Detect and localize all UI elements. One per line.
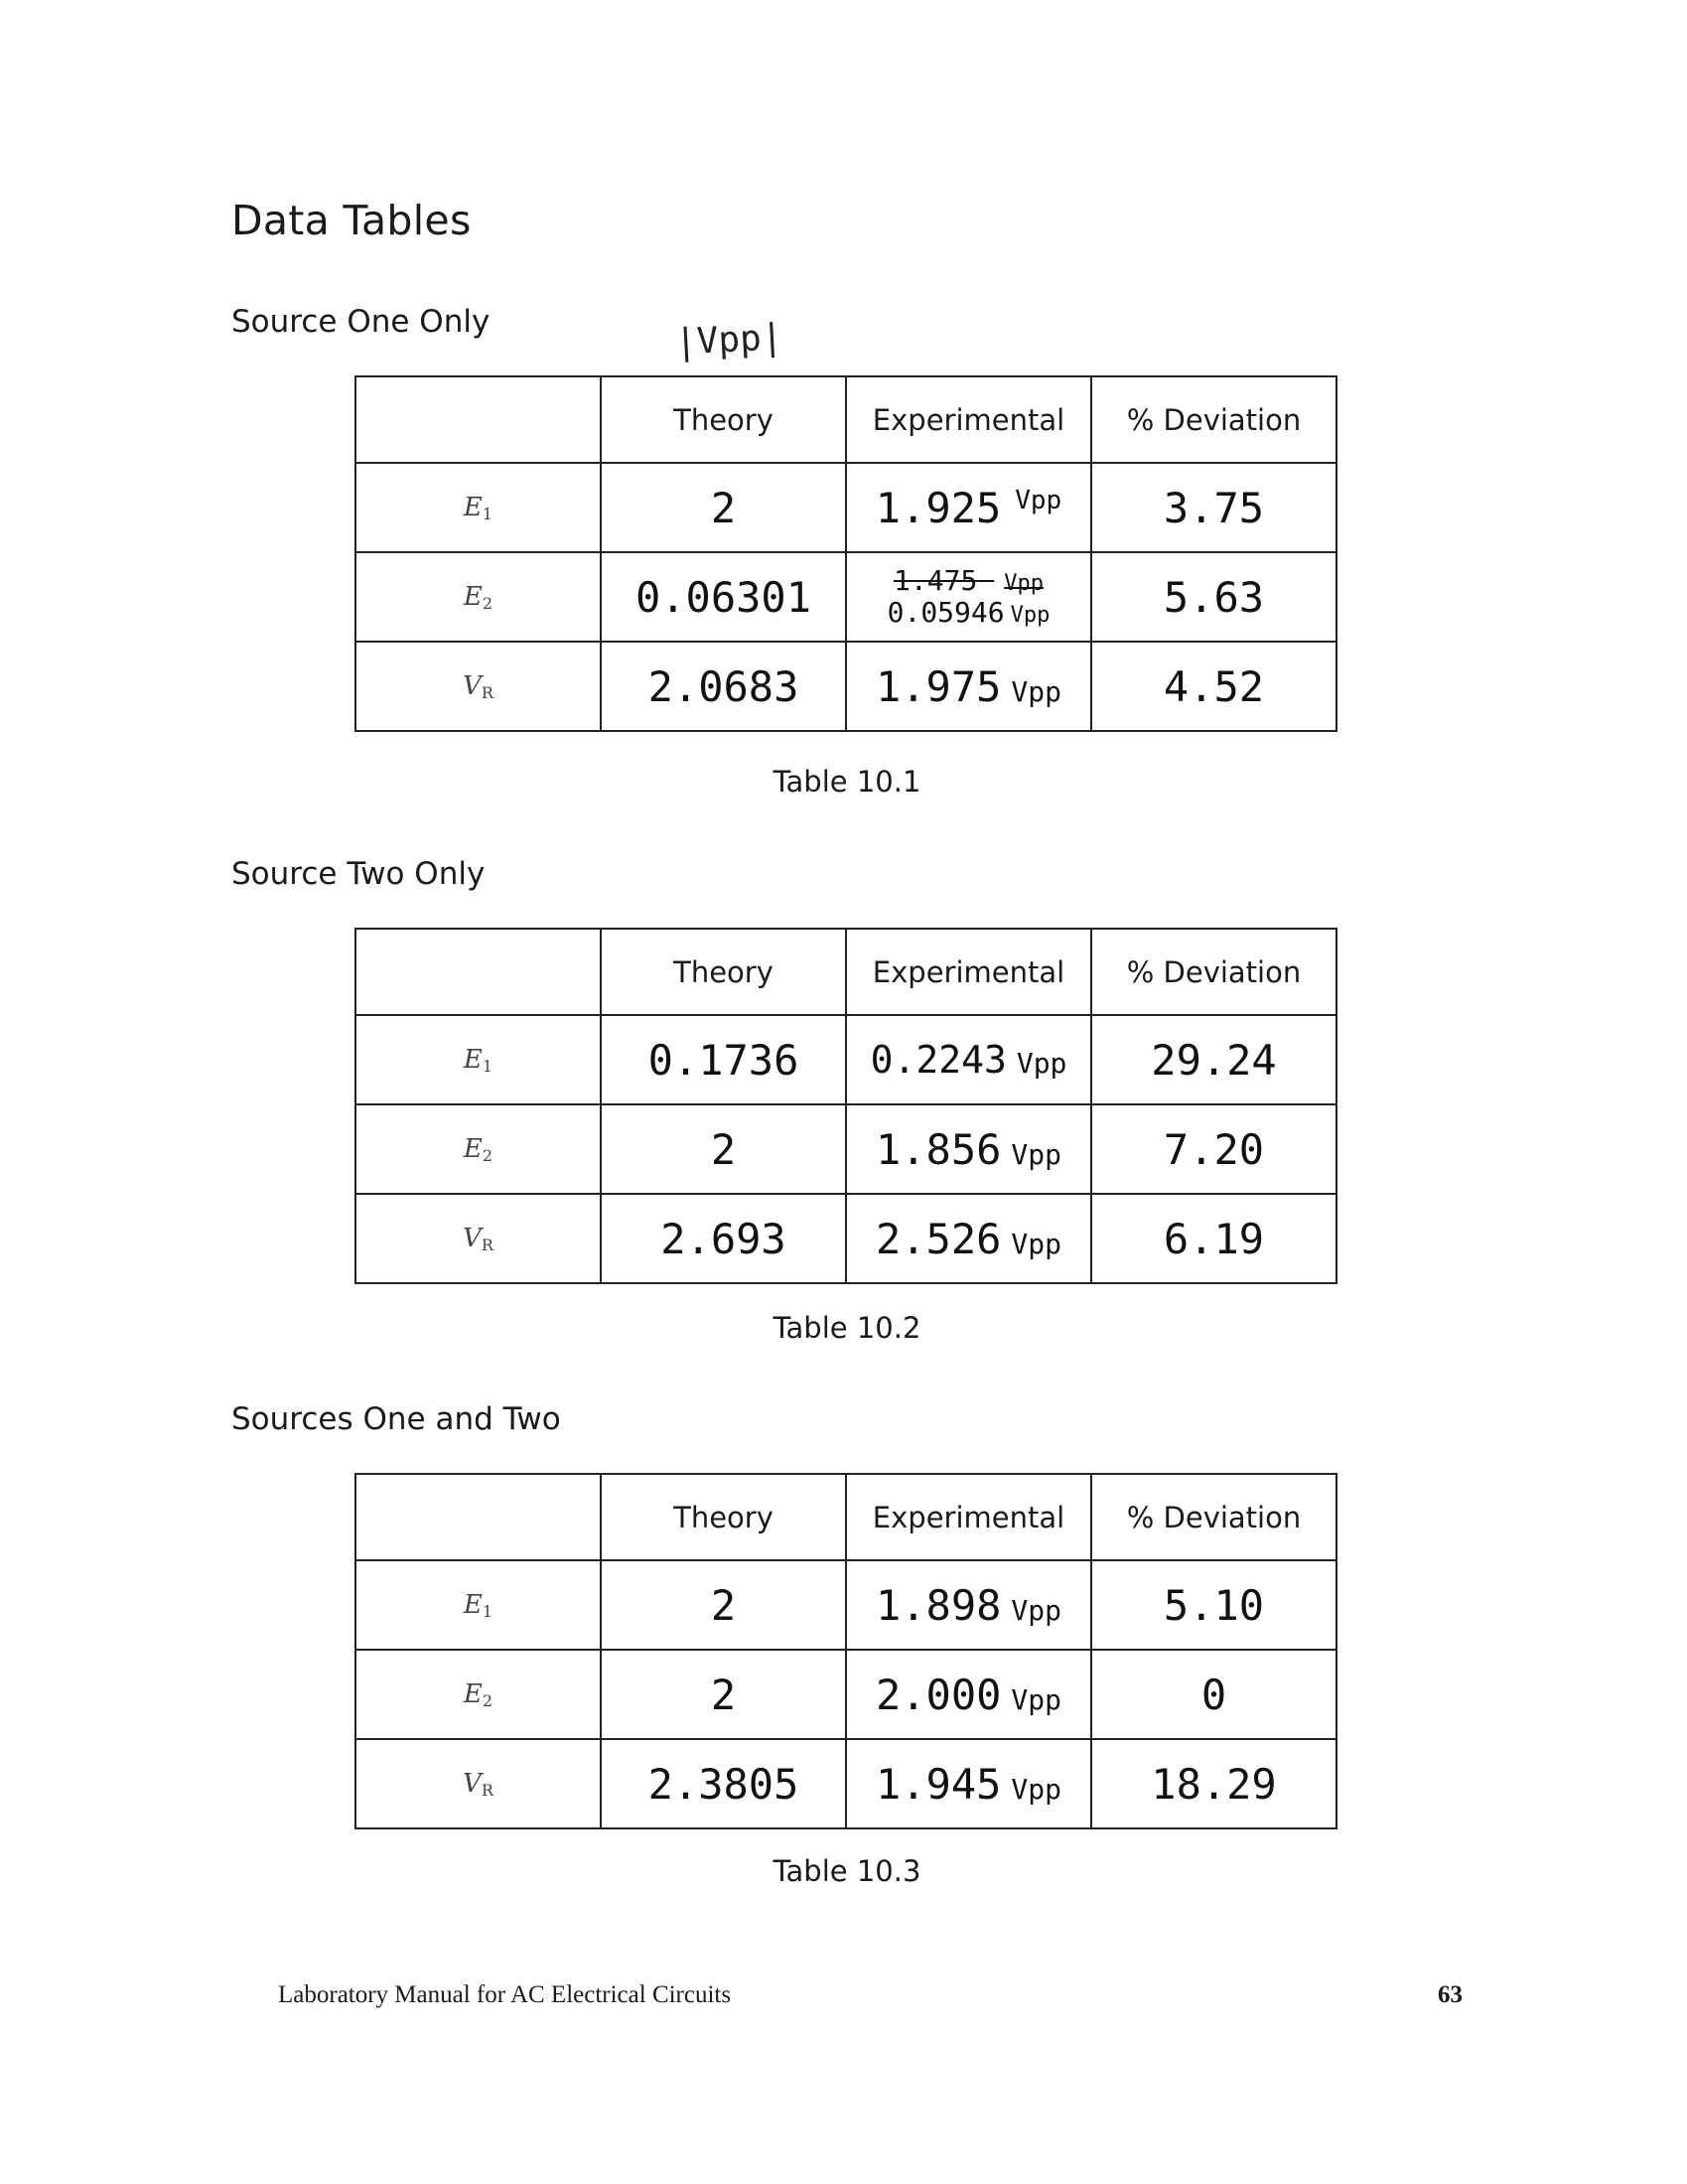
header-theory: Theory [601, 1474, 846, 1560]
row-label: $V_R$ [355, 1194, 601, 1283]
footer-manual-title: Laboratory Manual for AC Electrical Circuits [278, 1981, 732, 2008]
theory-cell: 2.693 [601, 1194, 846, 1283]
section-heading-sources-one-and-two: Sources One and Two [231, 1401, 561, 1437]
table-row [355, 552, 1336, 642]
deviation-cell: 4.52 [1091, 642, 1336, 731]
deviation-cell: 3.75 [1091, 463, 1336, 552]
table-header-row [355, 376, 1336, 463]
table-10-1 [354, 375, 1337, 732]
row-label: $E_1$ [355, 1015, 601, 1104]
theory-cell: 0.06301 [601, 552, 846, 642]
row-label: $E_2$ [355, 1650, 601, 1739]
table-caption: Table 10.2 [773, 1311, 921, 1345]
theory-cell: 2 [601, 1650, 846, 1739]
experimental-cell: 1.945 Vpp [846, 1739, 1091, 1828]
theory-cell: 2 [601, 1560, 846, 1650]
deviation-cell: 18.29 [1091, 1739, 1336, 1828]
page-number: 63 [1438, 1981, 1463, 2008]
header-blank [355, 929, 601, 1015]
row-label: $E_2$ [355, 552, 601, 642]
row-label: $E_1$ [355, 1560, 601, 1650]
section-heading-source-one: Source One Only [231, 304, 491, 340]
experimental-cell: 1.975 Vpp [846, 642, 1091, 731]
table-row [355, 642, 1336, 731]
table-10-2 [354, 928, 1337, 1284]
header-experimental: Experimental [846, 929, 1091, 1015]
deviation-cell: 5.63 [1091, 552, 1336, 642]
table-row [355, 1015, 1336, 1104]
row-label: $V_R$ [355, 1739, 601, 1828]
header-experimental: Experimental [846, 1474, 1091, 1560]
header-deviation: % Deviation [1091, 929, 1336, 1015]
corrected-value: 0.05946 Vpp [887, 596, 1051, 629]
experimental-cell: 2.526 Vpp [846, 1194, 1091, 1283]
table-header-row [355, 1474, 1336, 1560]
theory-cell: 2 [601, 463, 846, 552]
experimental-cell: 2.000 Vpp [846, 1650, 1091, 1739]
theory-cell: 2.3805 [601, 1739, 846, 1828]
row-label: $E_1$ [355, 463, 601, 552]
deviation-cell: 6.19 [1091, 1194, 1336, 1283]
deviation-cell: 5.10 [1091, 1560, 1336, 1650]
header-deviation: % Deviation [1091, 376, 1336, 463]
theory-cell: 2 [601, 1104, 846, 1194]
row-label: $E_2$ [355, 1104, 601, 1194]
table-row [355, 1739, 1336, 1828]
deviation-cell: 7.20 [1091, 1104, 1336, 1194]
table-caption: Table 10.3 [773, 1854, 921, 1888]
experimental-cell: 1.856 Vpp [846, 1104, 1091, 1194]
handwritten-unit-note: |Vpp| [674, 317, 784, 364]
header-blank [355, 1474, 601, 1560]
table-row [355, 463, 1336, 552]
header-theory: Theory [601, 376, 846, 463]
theory-cell: 2.0683 [601, 642, 846, 731]
experimental-cell: 1.898 Vpp [846, 1560, 1091, 1650]
row-label: $V_R$ [355, 642, 601, 731]
experimental-cell: 1.925 $^{Vpp}$ [846, 463, 1091, 552]
section-heading-source-two: Source Two Only [231, 856, 486, 892]
table-row [355, 1650, 1336, 1739]
table-header-row [355, 929, 1336, 1015]
deviation-cell: 29.24 [1091, 1015, 1336, 1104]
table-caption: Table 10.1 [773, 765, 921, 799]
table-10-3 [354, 1473, 1337, 1829]
header-theory: Theory [601, 929, 846, 1015]
table-row [355, 1194, 1336, 1283]
page-title: Data Tables [231, 197, 472, 244]
header-deviation: % Deviation [1091, 1474, 1336, 1560]
table-row [355, 1560, 1336, 1650]
experimental-cell [846, 552, 1091, 642]
theory-cell: 0.1736 [601, 1015, 846, 1104]
struck-value: 1.475 Vpp [894, 564, 1044, 597]
deviation-cell: 0 [1091, 1650, 1336, 1739]
header-experimental: Experimental [846, 376, 1091, 463]
experimental-cell: 0.2243 Vpp [846, 1015, 1091, 1104]
table-row [355, 1104, 1336, 1194]
header-blank [355, 376, 601, 463]
